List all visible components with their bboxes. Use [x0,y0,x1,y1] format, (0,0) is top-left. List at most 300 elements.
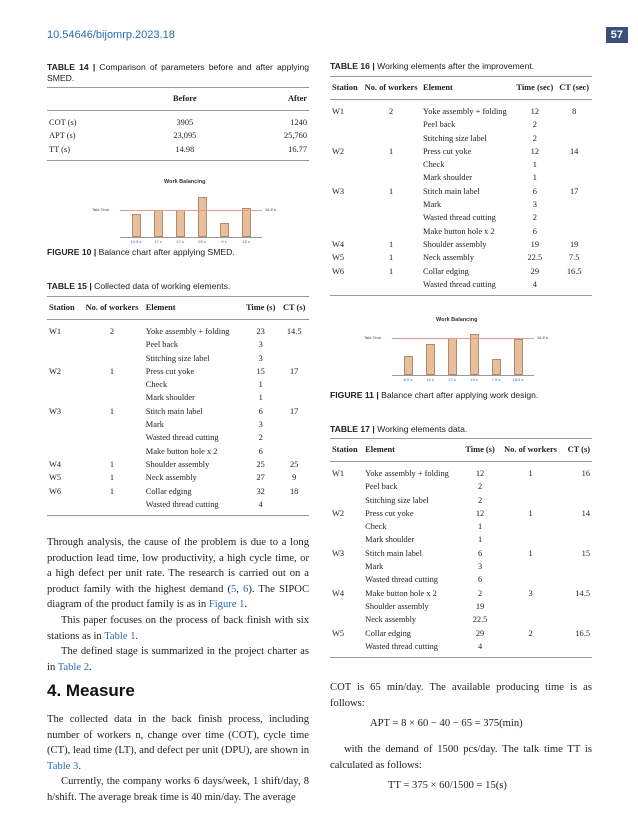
table-cell: Collar edging [423,266,469,276]
table-cell: 12 [475,508,485,518]
table-cell: 1 [528,508,533,518]
table-row [330,251,592,264]
table-cell [562,533,592,546]
table-row [330,627,592,640]
table-cell [562,613,592,626]
table16 [330,76,592,296]
table-cell [562,600,592,613]
takt-time-label: Takt Time [364,335,382,341]
table-row [330,480,592,493]
x-axis [120,237,262,238]
table-cell: 3 [258,340,263,350]
bar-value-label: 8.5 s [403,377,413,382]
ref-link-6[interactable]: 6 [243,583,249,595]
takt-time-value: 16.8 s [537,335,548,341]
bar-value-label: 17 s [176,239,184,244]
table-cell: 22.5 [472,615,488,625]
column-header: Time (s) [242,297,279,320]
table-cell: 1 [528,469,533,478]
table-cell: 17 [569,186,579,196]
table-row [330,462,592,481]
table-cell: Mark shoulder [365,535,415,545]
table14-caption-label: TABLE 14 [47,62,89,72]
table-cell [47,445,80,458]
table-row [330,265,592,278]
table-cell: 25,760 [283,131,307,141]
table-cell: 6 [258,406,263,416]
table-row [330,520,592,533]
table-cell: 2 [388,107,394,116]
table-row [330,118,592,131]
table-cell [361,278,421,296]
table-cell: Wasted thread cutting [365,575,438,585]
table-cell: 1 [388,266,394,276]
table-row [47,445,309,458]
table-cell [562,560,592,573]
table-cell [361,211,421,224]
table-cell: 3905 [176,118,194,127]
figure10-caption-text: Balance chart after applying SMED. [98,247,235,257]
table-row [47,391,309,404]
figure11-caption-text: Balance chart after applying work design. [381,390,539,400]
table15 [47,296,309,516]
table-cell [330,278,361,296]
table-cell: 1 [258,393,263,403]
table-cell [330,560,363,573]
table-cell: W1 [49,327,62,336]
table-cell: 19 [475,601,485,611]
table-cell [80,391,144,404]
column-header: Element [144,297,242,320]
table-cell [499,560,563,573]
table-cell: Press cut yoke [365,508,414,518]
table-cell: Mark [145,420,164,430]
paragraph: Through analysis, the cause of the problem is due to a long production lead time, low productivity, a high cycle time, or a high defect per unit rate. The research is carried out on a product family with the highest demand (5, 6). The SIPOC diagram of the product family is as in Figure 1. [47,537,310,611]
table-cell: W5 [332,628,345,638]
table-cell [330,198,361,211]
table-cell: 1 [388,239,394,249]
table-cell: 3 [258,420,263,430]
table-cell [330,171,361,184]
table-row [330,238,592,251]
table-cell: 18 [289,486,299,496]
table-cell: Wasted thread cutting [144,498,242,516]
figure10-caption-label: FIGURE 10 [47,247,92,257]
paragraph: Currently, the company works 6 days/week, 1 shift/day, 8 h/shift. The average break time is 40 min/day. The average [47,776,309,803]
bar-w3 [176,210,185,237]
left-body-text-2 [47,712,309,806]
table-cell [556,198,592,211]
table-cell [279,431,309,444]
table-row [330,278,592,296]
table-row [47,405,309,418]
table-cell: 29 [530,266,539,276]
table-cell [330,573,363,586]
bar-w1 [132,214,141,237]
table-cell: Press cut yoke [145,366,195,376]
table-cell: Mark [423,200,442,210]
table-cell [330,211,361,224]
table-cell: 1 [532,160,537,170]
table-row [47,352,309,365]
table-cell: APT (s) [49,131,76,141]
table-cell: Peel back [423,120,456,130]
table15-caption: TABLE 15 | Collected data of working elements. [47,281,231,291]
table-cell: 14.5 [575,588,590,598]
table-row [330,100,592,119]
table-cell: Collar edging [145,486,192,496]
column-header: Time (s) [461,439,498,462]
table-row [330,560,592,573]
table-cell: 6 [477,575,483,585]
bar-value-label: 14.5 s [130,239,142,244]
bar-w4 [470,334,479,375]
table-cell [47,418,80,431]
table-cell [499,613,563,626]
column-header: CT (sec) [556,77,592,100]
table-cell: 6 [258,446,263,456]
figure10-caption: FIGURE 10 | Balance chart after applying SMED. [47,247,235,257]
table17 [330,438,592,658]
table-cell: W2 [49,366,62,376]
table-cell: 1 [109,459,115,469]
table-cell [361,118,421,131]
table-cell: 9 [292,473,297,483]
table-cell: 2 [477,588,483,598]
column-header: Element [363,439,461,462]
table-cell: 2 [532,213,537,223]
table-cell [499,480,563,493]
table-cell: 23 [256,327,265,336]
chart-title: Work Balancing [164,179,206,185]
table-cell [499,533,563,546]
table-cell: 15 [256,366,265,376]
bar-value-label: 18 s [242,239,250,244]
table-cell: Neck assembly [145,473,197,483]
table-cell: Wasted thread cutting [421,278,513,296]
table-cell [330,613,363,626]
table-row [47,471,309,484]
table-cell [556,211,592,224]
table14-caption: TABLE 14 | Comparison of parameters before and after applying SMED. [47,62,310,83]
table-cell [556,225,592,238]
bar-w6 [242,208,251,237]
table-cell: W5 [49,473,62,483]
table-cell: W3 [332,186,345,196]
table16-caption-label: TABLE 16 [330,61,370,71]
column-header: No. of workers [80,297,144,320]
table-cell: Collar edging [365,628,411,638]
table-cell [330,600,363,613]
table2-link[interactable]: Table 2 [57,661,90,673]
table-cell [556,132,592,145]
left-body-text [47,535,309,675]
bar-value-label: 17 s [448,377,456,382]
column-header: No. of workers [361,77,421,100]
column-header: Station [330,439,363,462]
figure1-link[interactable]: Figure 1 [208,599,245,611]
table-cell: 1 [258,380,263,390]
figure10-chart [90,175,280,250]
table-row [47,431,309,444]
table-cell: 6 [532,226,537,236]
table-cell: 22.5 [527,253,543,263]
table3-link[interactable]: Table 3 [47,760,79,772]
table-cell [47,338,80,351]
right-body-text [330,680,592,711]
table-cell [562,640,592,658]
table-cell: Stitch main label [365,548,422,558]
table-cell [47,498,80,516]
table-cell: 2 [477,495,483,505]
figure11-caption: FIGURE 11 | Balance chart after applying work design. [330,390,539,400]
table-cell [279,338,309,351]
takt-time-value: 16.8 s [265,207,276,213]
table-cell [556,158,592,171]
table-cell: Yoke assembly + folding [423,107,507,116]
table-cell [330,225,361,238]
table-cell [361,171,421,184]
table-cell: W4 [332,239,345,249]
chart-title: Work Balancing [436,317,478,323]
table-cell: 1 [109,473,115,483]
page-number: 57 [606,27,628,43]
table-cell: 2 [258,433,263,443]
table-cell: 32 [256,486,265,496]
bar-w2 [426,344,435,375]
bar-w2 [154,210,163,237]
takt-time-line [392,338,534,339]
table-cell [330,520,363,533]
table-cell: W6 [49,486,62,496]
table-cell: Peel back [145,340,179,350]
table-cell: 25 [256,459,265,469]
table-cell [562,480,592,493]
table-row [330,158,592,171]
table-cell: 17 [289,406,299,416]
table-cell: Make button hole x 2 [365,588,437,598]
table-cell: 1 [388,186,394,196]
table-cell: 14 [581,508,590,518]
table-cell [330,494,363,507]
table-cell: W1 [332,469,345,478]
table-cell: 16.5 [566,266,582,276]
table-cell: Wasted thread cutting [145,433,219,443]
table-row [47,129,309,142]
table16-caption: TABLE 16 | Working elements after the improvement. [330,61,535,71]
table-cell: W2 [332,508,345,518]
table-row [330,613,592,626]
table-cell: 12 [530,107,539,116]
table-cell: Yoke assembly + folding [145,327,230,336]
table-cell [361,225,421,238]
figure11-caption-label: FIGURE 11 [330,390,374,400]
table-cell: W6 [332,266,345,276]
table-row [47,458,309,471]
table-cell: W3 [49,406,62,416]
table-cell: Stitch main label [145,406,203,416]
table-cell [330,132,361,145]
bar-w6 [514,339,523,375]
table-cell: 14.98 [143,143,227,161]
table-cell: 1 [109,366,115,376]
table-cell: W1 [332,107,345,116]
table-row [47,111,309,130]
table-cell [562,494,592,507]
bar-w1 [404,356,413,375]
table-cell: Stitch main label [423,186,480,196]
table-cell: 4 [513,278,556,296]
table-row [330,587,592,600]
table-cell: 19 [530,239,539,249]
table-cell: 1 [109,406,115,416]
table-cell [47,431,80,444]
doi-link[interactable]: 10.54646/bijomrp.2023.18 [47,29,175,41]
table-row [330,185,592,198]
table-cell: Mark [365,562,384,572]
ref-link-5[interactable]: 5 [231,583,237,595]
table-cell: 16 [581,469,590,478]
table-cell: W3 [332,548,345,558]
table-cell: Yoke assembly + folding [365,469,449,478]
table-cell: Press cut yoke [423,146,472,156]
table-cell: 16.77 [227,143,309,161]
table-row [47,498,309,516]
table-cell: Stitching size label [423,133,487,143]
table-cell: 3 [532,200,537,210]
table-cell [330,158,361,171]
table-cell: W4 [332,588,345,598]
table-cell: Make button hole x 2 [423,226,495,236]
table-cell [80,378,144,391]
table-cell [47,391,80,404]
bar-value-label: 19 s [470,377,478,382]
table-row [330,171,592,184]
table-cell: Shoulder assembly [365,601,429,611]
table-cell [279,498,309,516]
table-cell: 1 [477,535,483,545]
table17-caption: TABLE 17 | Working elements data. [330,424,468,434]
x-axis [392,375,534,376]
paragraph: COT is 65 min/day. The available producing time is as follows: [330,682,592,709]
table-cell: 1 [109,486,115,496]
table-cell: Make button hole x 2 [145,446,218,456]
table-cell: Mark shoulder [423,173,473,183]
column-header: CT (s) [562,439,592,462]
table-cell [279,378,309,391]
table-row [47,320,309,339]
bar-w3 [448,338,457,375]
table-cell: W5 [332,253,345,263]
table-cell: W2 [332,146,345,156]
table-cell [556,278,592,296]
table-cell: 25 [289,459,299,469]
table-cell: 6 [477,548,483,558]
table-cell: Check [145,380,168,390]
table-row [330,533,592,546]
table-row [330,145,592,158]
table-cell: COT (s) [49,118,77,127]
table15-caption-label: TABLE 15 [47,281,87,291]
table-cell: 8 [572,107,577,116]
table-cell: 2 [109,327,115,336]
table-cell: 2 [528,628,533,638]
table-row [330,573,592,586]
column-header: Element [421,77,513,100]
table-cell: 3 [477,562,483,572]
table-cell: 1 [532,173,537,183]
table16-caption-text: Working elements after the improvement. [377,61,535,71]
table-cell [499,640,563,658]
table-cell: Check [423,160,445,170]
table-cell [330,480,363,493]
table-cell [80,431,144,444]
equation-tt: TT = 375 × 60/1500 = 15(s) [388,780,507,791]
table-row [330,198,592,211]
table-cell: 2 [532,133,537,143]
figure11-chart [362,313,552,388]
table-cell [80,352,144,365]
column-header: Station [47,297,80,320]
table-cell: 17 [289,366,299,376]
table-cell: 1 [528,548,533,558]
column-header: Time (sec) [513,77,556,100]
table-cell [330,533,363,546]
table-cell: 15 [581,548,590,558]
table-row [47,378,309,391]
table-cell: 1 [388,146,394,156]
table14 [47,87,309,161]
takt-time-line [120,210,262,211]
bar-value-label: 25 s [198,239,206,244]
table-header-row [47,297,309,320]
table1-link[interactable]: Table 1 [104,630,136,642]
table-cell [562,573,592,586]
table-cell: Wasted thread cutting [423,213,496,223]
table-cell [80,418,144,431]
table17-caption-text: Working elements data. [377,424,468,434]
bar-value-label: 14 s [426,377,434,382]
table-row [330,211,592,224]
paragraph: The defined stage is summarized in the project charter as in Table 2. [47,646,309,673]
right-body-text-2 [330,742,592,773]
table-cell [556,171,592,184]
table-cell: 1240 [290,118,307,127]
table-cell [47,378,80,391]
table-cell: 16.5 [575,628,590,638]
column-header: Before [143,88,227,111]
table-cell: 4 [242,498,279,516]
table-cell [562,520,592,533]
table-cell [80,445,144,458]
bar-value-label: 7.5 s [491,377,501,382]
table-row [330,507,592,520]
table-cell: Wasted thread cutting [363,640,461,658]
table-cell: Peel back [365,482,398,492]
table-cell: 7.5 [568,253,580,263]
table-header-row [330,77,592,100]
table-cell [279,352,309,365]
column-header: No. of workers [499,439,563,462]
table-cell [80,498,144,516]
table-row [47,418,309,431]
table-cell: 2 [532,120,537,130]
table-row [330,225,592,238]
table-cell: TT (s) [47,143,143,161]
table-cell [279,445,309,458]
table-cell [361,158,421,171]
table-cell [499,573,563,586]
